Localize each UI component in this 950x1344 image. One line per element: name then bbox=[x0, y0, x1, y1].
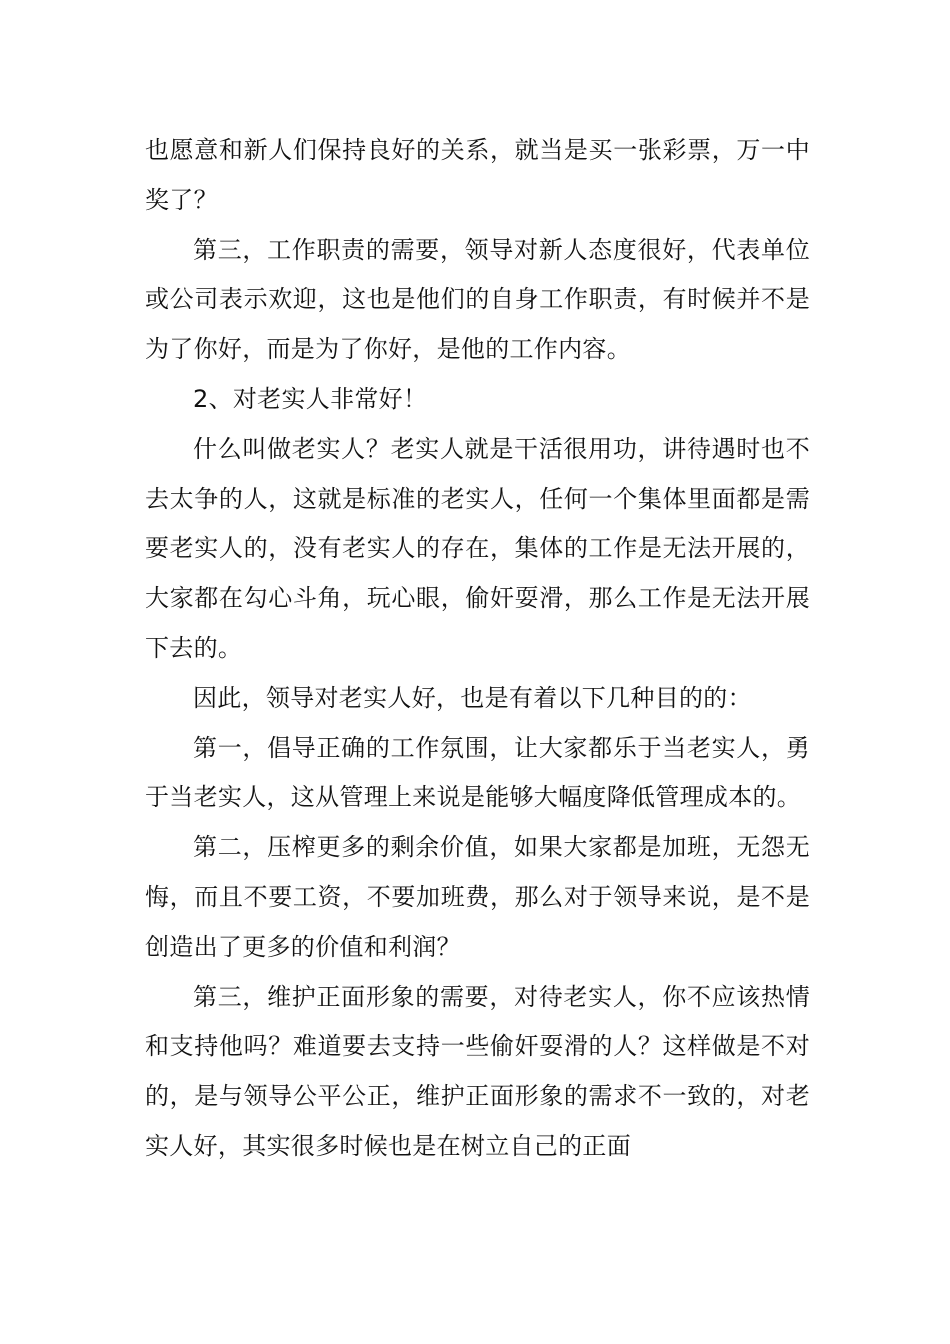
paragraph-second-purpose: 第二，压榨更多的剩余价值，如果大家都是加班，无怨无悔，而且不要工资，不要加班费，那么对于领导来说，是不是创造出了更多的价值和利润？ bbox=[145, 833, 810, 961]
section-heading-honest-people: 2、对老实人非常好！ bbox=[193, 384, 428, 413]
document-body bbox=[145, 126, 810, 1172]
paragraph-what-is-honest: 什么叫做老实人？老实人就是干活很用功，讲待遇时也不去太争的人，这就是标准的老实人，任何一个集体里面都是需要老实人的，没有老实人的存在，集体的工作是无法开展的，大家都在勾心斗角，玩心眼，偷奸耍滑，那么工作是无法开展下去的。 bbox=[145, 434, 810, 662]
paragraph-continuation: 也愿意和新人们保持良好的关系，就当是买一张彩票，万一中奖了？ bbox=[145, 136, 810, 214]
paragraph-third-duty: 第三，工作职责的需要，领导对新人态度很好，代表单位或公司表示欢迎，这也是他们的自身工作职责，有时候并不是为了你好，而是为了你好，是他的工作内容。 bbox=[145, 235, 810, 364]
paragraph-third-purpose: 第三，维护正面形象的需要，对待老实人，你不应该热情和支持他吗？难道要去支持一些偷奸耍滑的人？这样做是不对的，是与领导公平公正，维护正面形象的需求不一致的，对老实人好，其实很多时候也是在树立自己的正面 bbox=[145, 982, 810, 1160]
paragraph-first-purpose: 第一，倡导正确的工作氛围，让大家都乐于当老实人，勇于当老实人，这从管理上来说是能够大幅度降低管理成本的。 bbox=[145, 733, 810, 812]
paragraph-purposes-intro: 因此，领导对老实人好，也是有着以下几种目的的： bbox=[193, 683, 752, 712]
